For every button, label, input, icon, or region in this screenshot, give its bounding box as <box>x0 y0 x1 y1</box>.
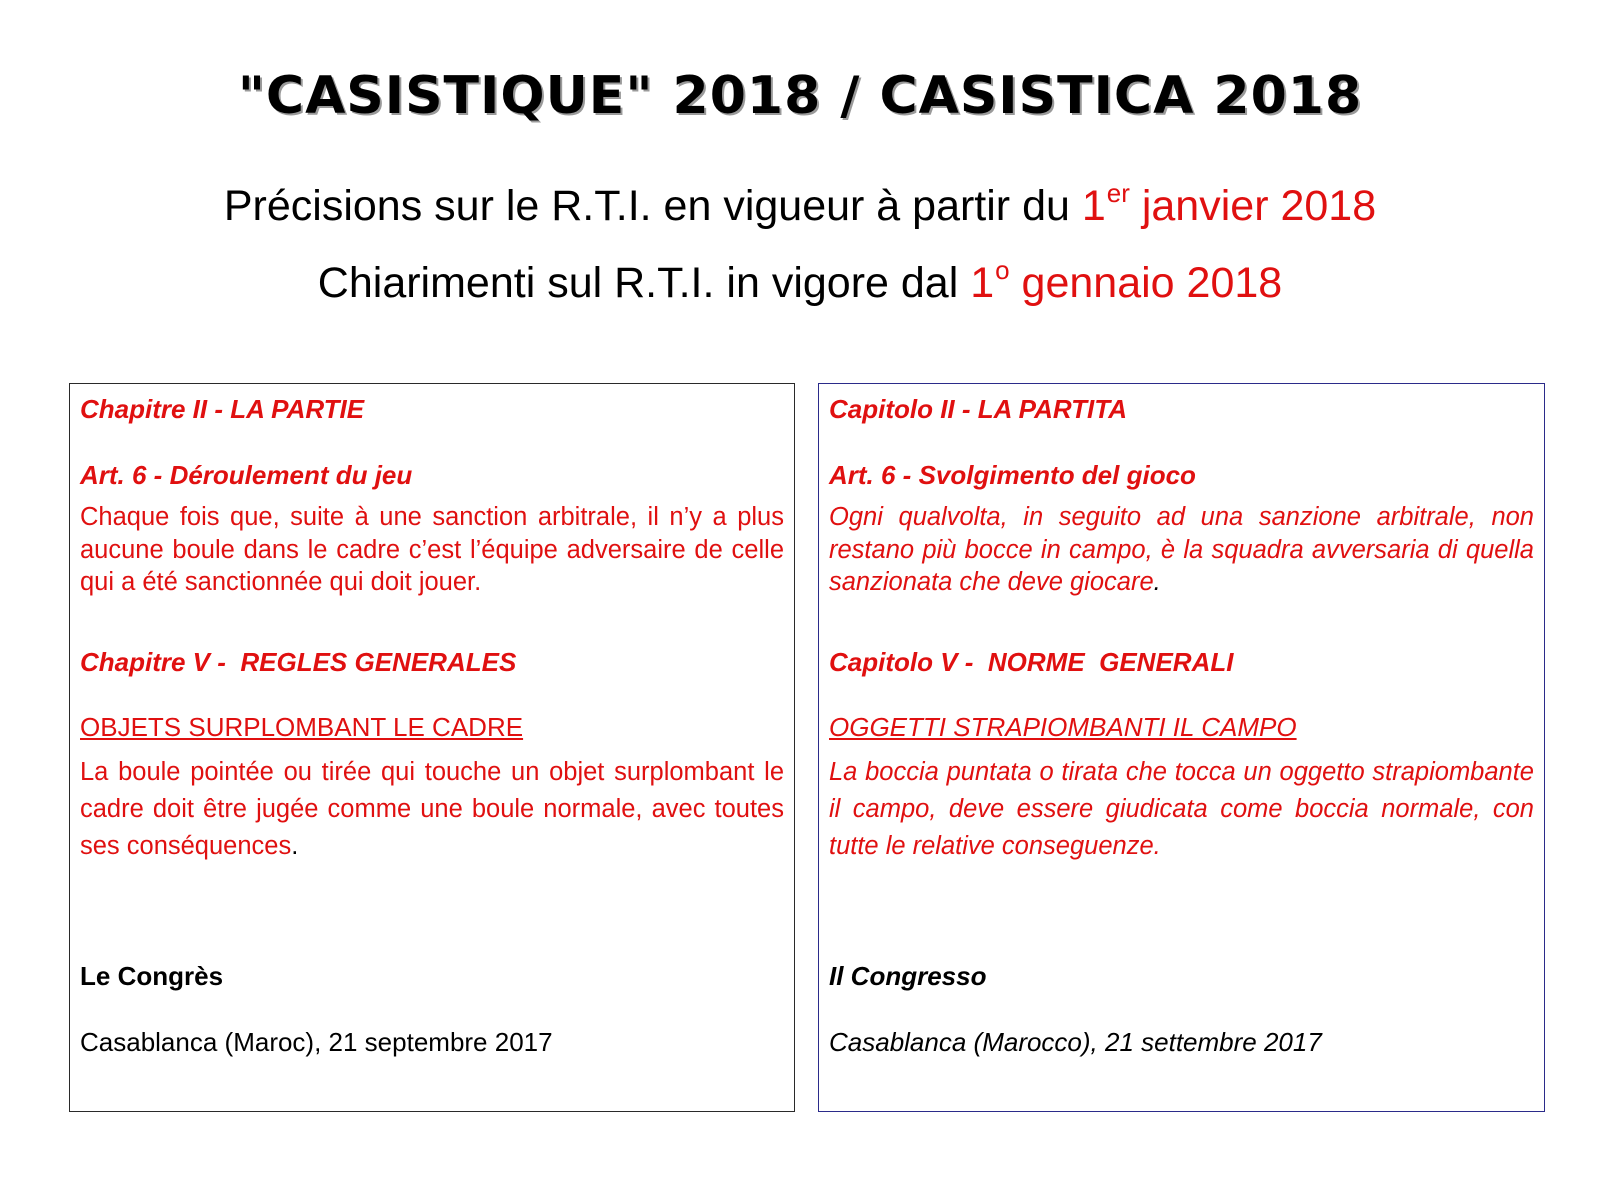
subtitle-french-date <box>1081 178 1377 230</box>
french-section-period: . <box>291 832 299 860</box>
subtitle-french-text: Précisions sur le R.T.I. en vigueur à partir du <box>223 182 1082 230</box>
italian-place-date: Casablanca (Marocco), 21 settembre 2017 <box>829 1027 1322 1057</box>
subtitle-italian <box>0 255 1600 308</box>
french-chapter-5-heading: Chapitre V - REGLES GENERALES <box>80 647 517 677</box>
french-signature: Le Congrès <box>80 961 224 991</box>
italian-article-6-period: . <box>1153 568 1161 596</box>
french-article-6-text: Chaque fois que, suite à une sanction arbitrale, il n’y a plus aucune boule dans le cadre c’est l’équipe adversaire de celle qui a été sanctionnée qui doit jouer. <box>80 503 784 596</box>
french-place-date: Casablanca (Maroc), 21 septembre 2017 <box>80 1027 553 1057</box>
italian-section-heading: OGGETTI STRAPIOMBANTI IL CAMPO <box>829 712 1297 742</box>
italian-article-6-text <box>829 501 1534 599</box>
italian-article-6-heading: Art. 6 - Svolgimento del gioco <box>829 460 1196 490</box>
subtitle-french-date-superscript: er <box>1106 178 1130 208</box>
italian-section-text: La boccia puntata o tirata che tocca un oggetto strapiombante il campo, deve essere giudicata come boccia normale, con tutte le relative conseguenze. <box>829 758 1534 860</box>
subtitle-french <box>0 178 1600 231</box>
subtitle-italian-date-superscript: o <box>995 255 1010 285</box>
italian-chapter-5-heading: Capitolo V - NORME GENERALI <box>829 647 1234 677</box>
subtitle-italian-date-number: 1 <box>970 259 995 307</box>
french-section-heading: OBJETS SURPLOMBANT LE CADRE <box>80 712 524 742</box>
document-title: "CASISTIQUE" 2018 / CASISTICA 2018 <box>237 66 1363 126</box>
french-section-body: La boule pointée ou tirée qui touche un objet surplombant le cadre doit être jugée comme une boule normale, avec toutes ses conséquences <box>80 758 784 860</box>
italian-chapter-2-heading: Capitolo II - LA PARTITA <box>829 394 1128 424</box>
italian-panel <box>818 383 1545 1112</box>
italian-article-6-body: Ogni qualvolta, in seguito ad una sanzione arbitrale, non restano più bocce in campo, è la squadra avversaria di quella sanzionata che deve giocare <box>829 503 1534 596</box>
subtitle-italian-date <box>970 255 1283 307</box>
subtitle-italian-date-rest: gennaio 2018 <box>1009 259 1283 307</box>
subtitle-french-date-number: 1 <box>1081 182 1106 230</box>
italian-signature: Il Congresso <box>829 961 987 991</box>
subtitle-french-date-rest: janvier 2018 <box>1129 182 1377 230</box>
french-article-6-heading: Art. 6 - Déroulement du jeu <box>80 460 413 490</box>
french-chapter-2-heading: Chapitre II - LA PARTIE <box>80 394 365 424</box>
french-panel <box>69 383 795 1112</box>
subtitle-italian-text: Chiarimenti sul R.T.I. in vigore dal <box>317 259 971 307</box>
french-section-text <box>80 754 784 865</box>
